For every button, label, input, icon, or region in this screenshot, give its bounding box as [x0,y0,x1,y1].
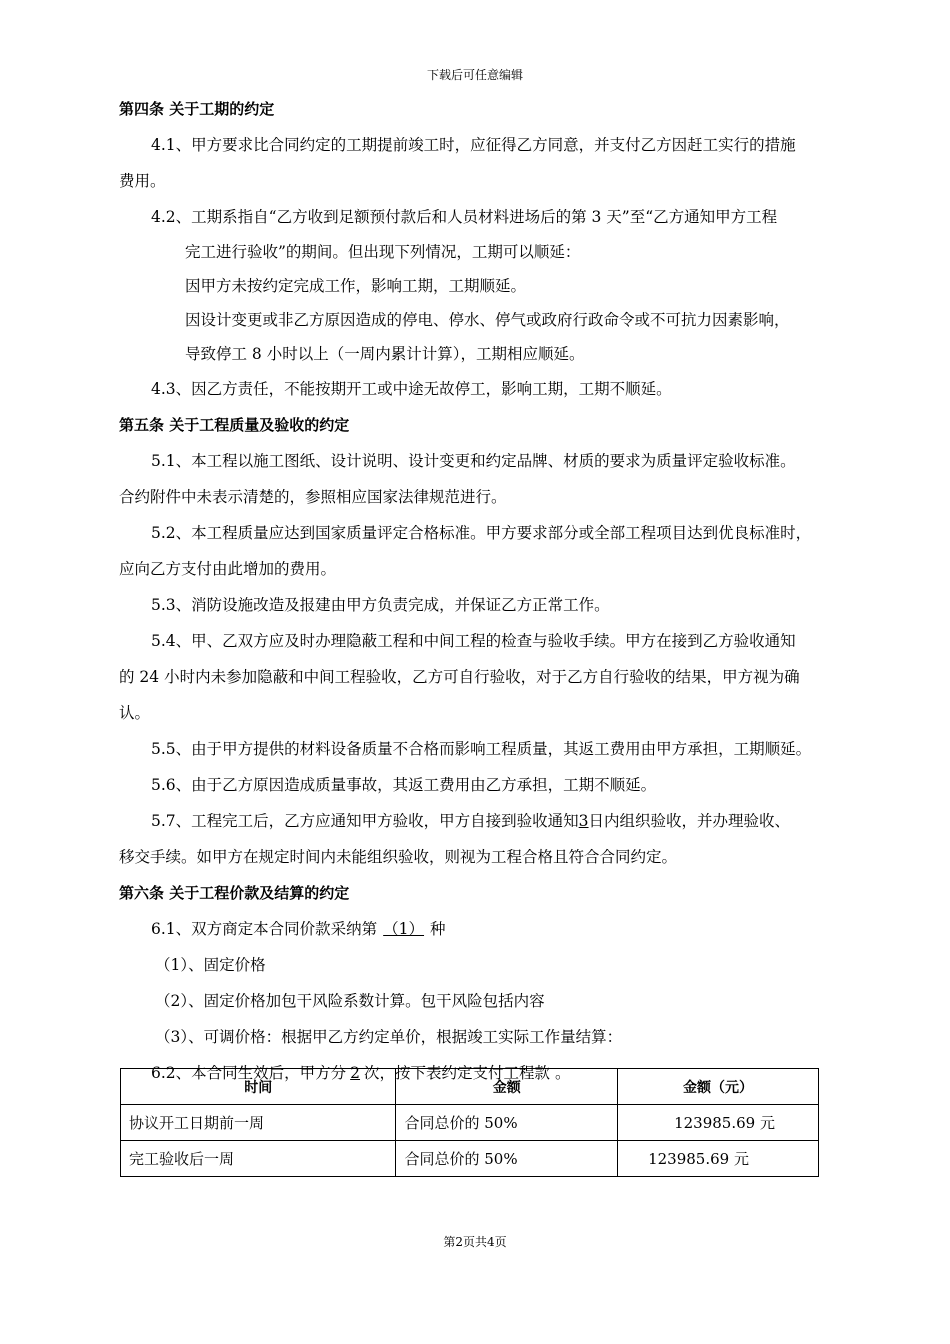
clause-4-2-line-3: 因甲方未按约定完成工作，影响工期，工期顺延。 [185,277,527,295]
clause-6-1 [119,911,859,947]
clause-5-4-line-2: 的 24 小时内未参加隐蔽和中间工程验收，乙方可自行验收，对于乙方自行验收的结果，甲方视为确 [119,668,800,686]
price-method-field: （1） [383,920,425,938]
table-header-row [121,1069,819,1105]
cell-amount-yuan: 123985.69 元 [618,1105,819,1141]
clause-5-7-text-b: 日内组织验收，并办理验收、 [588,812,791,830]
clause-5-5: 5.5、由于甲方提供的材料设备质量不合格而影响工程质量，其返工费用由甲方承担，工期顺延。 [151,740,812,758]
section-5-title: 第五条 关于工程质量及验收的约定 [119,416,350,434]
clause-4-1-line-2: 费用。 [119,172,166,190]
clause-4-2-line-4: 因设计变更或非乙方原因造成的停电、停水、停气或政府行政命令或不可抗力因素影响， [185,311,790,329]
clause-5-7-line-2: 移交手续。如甲方在规定时间内未能组织验收，则视为工程合格且符合合同约定。 [119,848,678,866]
clause-5-3: 5.3、消防设施改造及报建由甲方负责完成，并保证乙方正常工作。 [151,596,610,614]
clause-4-1-line-1: 4.1、甲方要求比合同约定的工期提前竣工时，应征得乙方同意，并支付乙方因赶工实行的措施 [151,136,796,154]
cell-time: 完工验收后一周 [121,1141,396,1177]
clause-5-1-line-1: 5.1、本工程以施工图纸、设计说明、设计变更和约定品牌、材质的要求为质量评定验收标准。 [151,452,796,470]
clause-6-2-text-a: 6.2、本合同生效后，甲方分 [151,1064,347,1082]
section-6-title: 第六条 关于工程价款及结算的约定 [119,884,350,902]
clause-5-2-line-2: 应向乙方支付由此增加的费用。 [119,560,337,578]
page-header: 下载后可任意编辑 [426,68,523,82]
clause-4-2-line-1: 4.2、工期系指自“乙方收到足额预付款后和人员材料进场后的第 3 天”至“乙方通知甲方工程 [151,208,778,226]
clause-5-1-line-2: 合约附件中未表示清楚的，参照相应国家法律规范进行。 [119,488,507,506]
clause-6-1-text-a: 6.1、双方商定本合同价款采纳第 [151,920,378,938]
clause-4-2-line-2: 完工进行验收”的期间。但出现下列情况，工期可以顺延： [185,243,581,261]
payment-count-field: 2 [350,1064,361,1082]
cell-amount: 合同总价的 50% [396,1105,618,1141]
column-header-time: 时间 [121,1069,396,1105]
column-header-amount: 金额 [396,1069,618,1105]
payment-schedule-table [120,1068,819,1177]
section-4-title: 第四条 关于工期的约定 [119,100,275,118]
cell-time: 协议开工日期前一周 [121,1105,396,1141]
page-footer: 第2页共4页 [443,1235,507,1249]
clause-5-4-line-3: 认。 [119,704,151,722]
clause-4-2-line-5: 导致停工 8 小时以上（一周内累计计算），工期相应顺延。 [185,345,585,363]
cell-amount: 合同总价的 50% [396,1141,618,1177]
price-option-3: （3）、可调价格：根据甲乙方约定单价，根据竣工实际工作量结算： [155,1028,623,1046]
clause-4-3: 4.3、因乙方责任，不能按期开工或中途无故停工，影响工期，工期不顺延。 [151,380,672,398]
clause-5-7-text-a: 5.7、工程完工后，乙方应通知甲方验收，甲方自接到验收通知 [151,812,579,830]
price-option-2: （2）、固定价格加包干风险系数计算。包干风险包括内容 [155,992,545,1010]
clause-5-4-line-1: 5.4、甲、乙双方应及时办理隐蔽工程和中间工程的检查与验收手续。甲方在接到乙方验收通知 [151,632,796,650]
clause-6-2-text-b: 次，按下表约定支付工程款 。 [364,1064,571,1082]
clause-6-1-text-b: 种 [430,920,446,938]
contract-body [119,91,859,1091]
cell-amount-yuan: 123985.69 元 [618,1141,819,1177]
price-option-1: （1）、固定价格 [155,956,266,974]
clause-5-2-line-1: 5.2、本工程质量应达到国家质量评定合格标准。甲方要求部分或全部工程项目达到优良标准时， [151,524,812,542]
clause-5-6: 5.6、由于乙方原因造成质量事故，其返工费用由乙方承担，工期不顺延。 [151,776,657,794]
table-row [121,1141,819,1177]
clause-5-7-line-1 [119,803,859,839]
table-row [121,1105,819,1141]
acceptance-days-field: 3 [578,812,589,830]
column-header-amount-yuan: 金额（元） [618,1069,819,1105]
